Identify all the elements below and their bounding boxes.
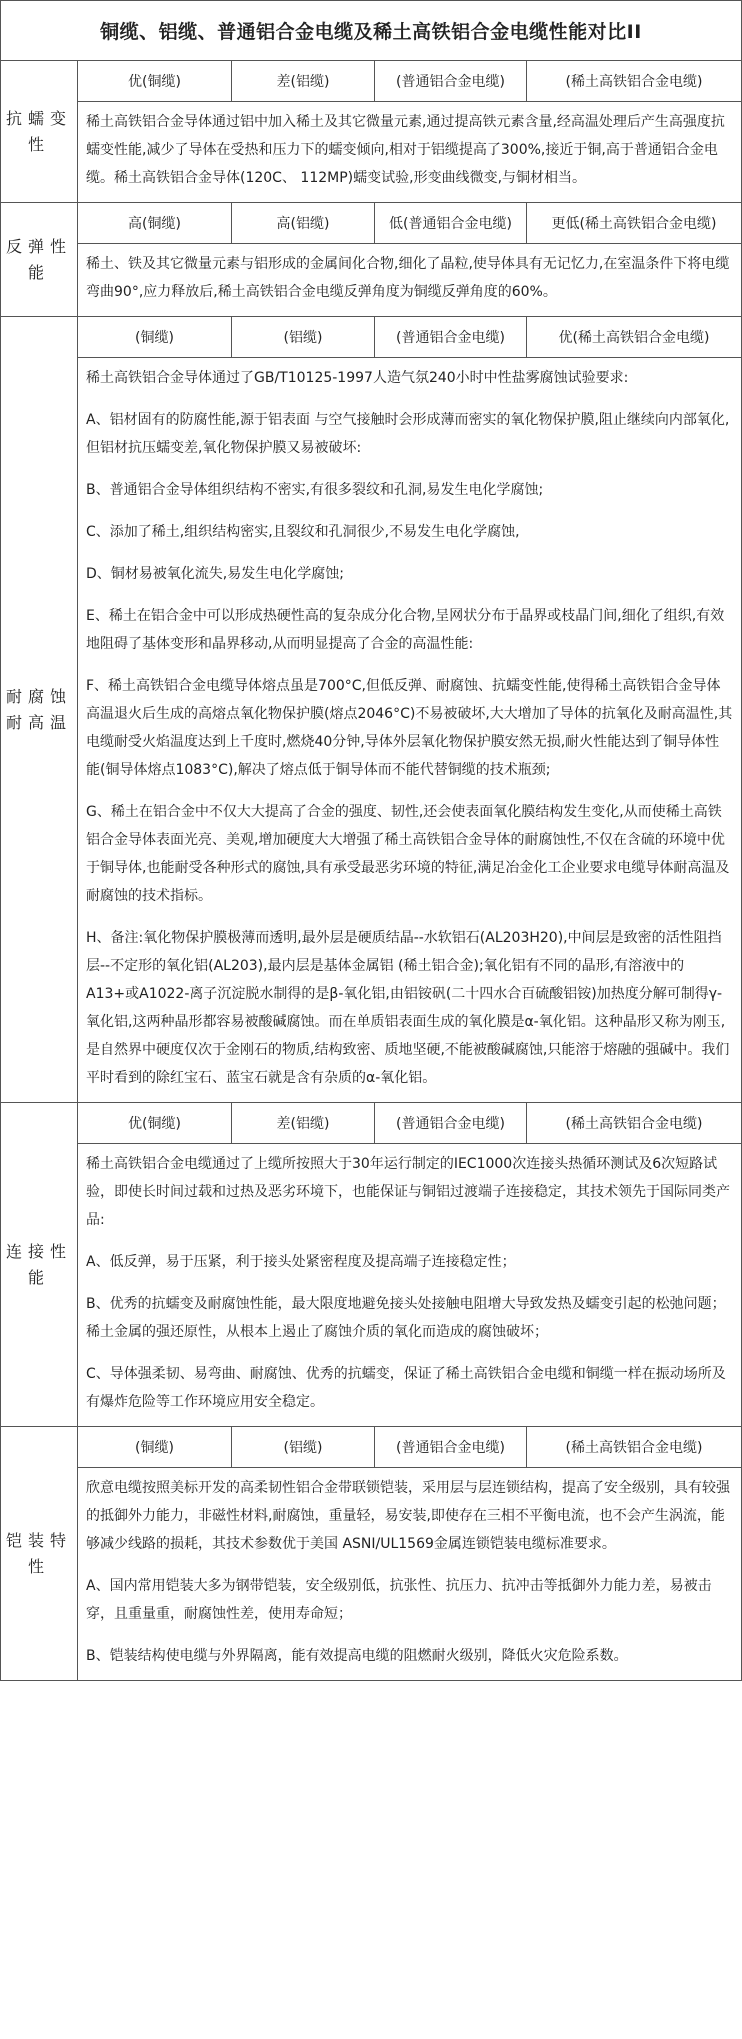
document-title: 铜缆、铝缆、普通铝合金电缆及稀土高铁铝合金电缆性能对比II — [0, 0, 742, 60]
paragraph: E、稀土在铝合金中可以形成热硬性高的复杂成分化合物,呈网状分布于晶界或枝晶门间,细化了组织,有效地阻碍了基体变形和晶界移动,从而明显提高了合金的高温性能: — [86, 608, 725, 652]
rating-cell: 高(铜缆) — [78, 203, 232, 243]
paragraph: B、优秀的抗蠕变及耐腐蚀性能，最大限度地避免接头处接触电阻增大导致发热及蠕变引起的松弛问题；稀土金属的强还原性，从根本上遏止了腐蚀介质的氧化而造成的腐蚀破坏； — [86, 1296, 726, 1340]
section-row — [1, 1427, 742, 1681]
rating-cell: 优(铜缆) — [78, 1103, 232, 1143]
paragraph: 稀土高铁铝合金导体通过铝中加入稀土及其它微量元素,通过提高铁元素含量,经高温处理后产生高强度抗蠕变性能,减少了导体在受热和压力下的蠕变倾向,相对于铝缆提高了300%,接近于铜,高于普通铝合金电缆。稀土高铁铝合金导体(120C、 112MP)蠕变试验,形变曲线微变,与铜材相当。 — [86, 114, 725, 186]
comparison-table — [0, 60, 742, 1681]
rating-cell: 更低(稀土高铁铝合金电缆) — [551, 216, 717, 232]
section-content — [78, 61, 742, 203]
paragraph: A、低反弹，易于压紧，利于接头处紧密程度及提高端子连接稳定性； — [86, 1254, 516, 1270]
section-row — [1, 1103, 742, 1427]
section-text — [78, 358, 741, 1102]
rating-cell: (铜缆) — [78, 317, 232, 357]
rating-cell: 差(铝缆) — [232, 61, 375, 101]
paragraph: 稀土、铁及其它微量元素与铝形成的金属间化合物,细化了晶粒,使导体具有无记忆力,在室温条件下将电缆弯曲90°,应力释放后,稀土高铁铝合金电缆反弹角度为铜缆反弹角度的60%。 — [86, 256, 730, 300]
rating-cell: 高(铝缆) — [232, 203, 375, 243]
rating-header-row — [78, 317, 741, 358]
section-content — [78, 203, 742, 317]
section-text — [78, 102, 741, 202]
rating-cell: (稀土高铁铝合金电缆) — [565, 1440, 703, 1456]
rating-cell: (铝缆) — [232, 1427, 375, 1467]
rating-cell: (普通铝合金电缆) — [375, 1103, 527, 1143]
section-content — [78, 1103, 742, 1427]
section-label: 抗蠕变性 — [1, 61, 78, 203]
rating-header-row — [78, 1427, 741, 1468]
section-text — [78, 1144, 741, 1426]
section-label: 铠装特性 — [1, 1427, 78, 1681]
rating-cell: 差(铝缆) — [232, 1103, 375, 1143]
paragraph: A、铝材固有的防腐性能,源于铝表面 与空气接触时会形成薄而密实的氧化物保护膜,阻止继续向内部氧化,但铝材抗压蠕变差,氧化物保护膜又易被破坏: — [86, 412, 730, 456]
paragraph: H、备注:氧化物保护膜极薄而透明,最外层是硬质结晶--水软铝石(AL203H20),中间层是致密的活性阻挡层--不定形的氧化铝(AL203),最内层是基体金属铝 (稀土铝合金);氧化铝有不同的晶形,有溶液中的A13+或A1022-离子沉淀脱水制得的是β-氧化铝,由铝铵矾(二十四水合百硫酸铝铵)加热度分解可制得γ-氧化铝,这两种晶形都容易被酸碱腐蚀。而在单质铝表面生成的氧化膜是α-氧化铝。这种晶形又称为刚玉,是自然界中硬度仅次于金刚石的物质,结构致密、质地坚硬,不能被酸碱腐蚀,只能溶于熔融的强碱中。我们平时看到的除红宝石、蓝宝石就是含有杂质的α-氧化铝。 — [86, 930, 730, 1086]
paragraph: A、国内常用铠装大多为钢带铠装，安全级别低，抗张性、抗压力、抗冲击等抵御外力能力差，易被击穿，且重量重，耐腐蚀性差，使用寿命短； — [86, 1578, 712, 1622]
rating-cell: 优(铜缆) — [78, 61, 232, 101]
section-text — [78, 1468, 741, 1680]
section-row — [1, 203, 742, 317]
rating-header-row — [78, 203, 741, 244]
section-row — [1, 317, 742, 1103]
rating-cell: 优(稀土高铁铝合金电缆) — [558, 330, 710, 346]
rating-cell: (铝缆) — [232, 317, 375, 357]
rating-cell: (铜缆) — [78, 1427, 232, 1467]
paragraph: B、普通铝合金导体组织结构不密实,有很多裂纹和孔洞,易发生电化学腐蚀; — [86, 482, 544, 498]
rating-cell: (稀土高铁铝合金电缆) — [565, 1116, 703, 1132]
rating-cell: 低(普通铝合金电缆) — [375, 203, 527, 243]
paragraph: 欣意电缆按照美标开发的高柔韧性铝合金带联锁铠装，采用层与层连锁结构，提高了安全级别，具有较强的抵御外力能力，非磁性材料,耐腐蚀，重量轻，易安装,即使存在三相不平衡电流，也不会产生涡流，能够减少线路的损耗，其技术参数优于美国 ASNI/UL1569金属连锁铠装电缆标准要求。 — [86, 1480, 730, 1552]
rating-header-row — [78, 61, 741, 102]
comparison-table-body — [1, 61, 742, 1681]
rating-header-row — [78, 1103, 741, 1144]
paragraph: D、铜材易被氧化流失,易发生电化学腐蚀; — [86, 566, 344, 582]
paragraph: C、导体强柔韧、易弯曲、耐腐蚀、优秀的抗蠕变，保证了稀土高铁铝合金电缆和铜缆一样在振动场所及有爆炸危险等工作环境应用安全稳定。 — [86, 1366, 726, 1410]
section-row — [1, 61, 742, 203]
section-label: 反弹性能 — [1, 203, 78, 317]
paragraph: 稀土高铁铝合金导体通过了GB/T10125-1997人造气氛240小时中性盐雾腐蚀试验要求: — [86, 370, 629, 386]
paragraph: C、添加了稀土,组织结构密实,且裂纹和孔洞很少,不易发生电化学腐蚀, — [86, 524, 520, 540]
paragraph: B、铠装结构使电缆与外界隔离，能有效提高电缆的阻燃耐火级别，降低火灾危险系数。 — [86, 1648, 628, 1664]
section-label: 耐腐蚀耐高温 — [1, 317, 78, 1103]
rating-cell: (普通铝合金电缆) — [375, 61, 527, 101]
rating-cell: (普通铝合金电缆) — [375, 1427, 527, 1467]
rating-cell: (稀土高铁铝合金电缆) — [565, 74, 703, 90]
section-label: 连接性能 — [1, 1103, 78, 1427]
paragraph: F、稀土高铁铝合金电缆导体熔点虽是700°C,但低反弹、耐腐蚀、抗蠕变性能,使得稀土高铁铝合金导体高温退火后生成的高熔点氧化物保护膜(熔点2046°C)不易被破坏,大大增加了导体的抗氧化及耐高温性,其电缆耐受火焰温度达到上千度时,燃烧40分钟,导体外层氧化物保护膜安然无损,耐火性能达到了铜导体性能(铜导体熔点1083°C),解决了熔点低于铜导体而不能代替铜缆的技术瓶颈; — [86, 678, 733, 778]
rating-cell: (普通铝合金电缆) — [375, 317, 527, 357]
paragraph: G、稀土在铝合金中不仅大大提高了合金的强度、韧性,还会使表面氧化膜结构发生变化,从而使稀土高铁铝合金导体表面光亮、美观,增加硬度大大增强了稀土高铁铝合金导体的耐腐蚀性,不仅在含硫的环境中优于铜导体,也能耐受各种形式的腐蚀,具有承受最恶劣环境的特征,满足冶金化工企业要求电缆导体耐高温及耐腐蚀的技术指标。 — [86, 804, 730, 904]
section-content — [78, 1427, 742, 1681]
section-content — [78, 317, 742, 1103]
section-text — [78, 244, 741, 316]
paragraph: 稀土高铁铝合金电缆通过了上缆所按照大于30年运行制定的IEC1000次连接头热循环测试及6次短路试验，即使长时间过载和过热及恶劣环境下，也能保证与铜铝过渡端子连接稳定，其技术领先于国际同类产品: — [86, 1156, 730, 1228]
